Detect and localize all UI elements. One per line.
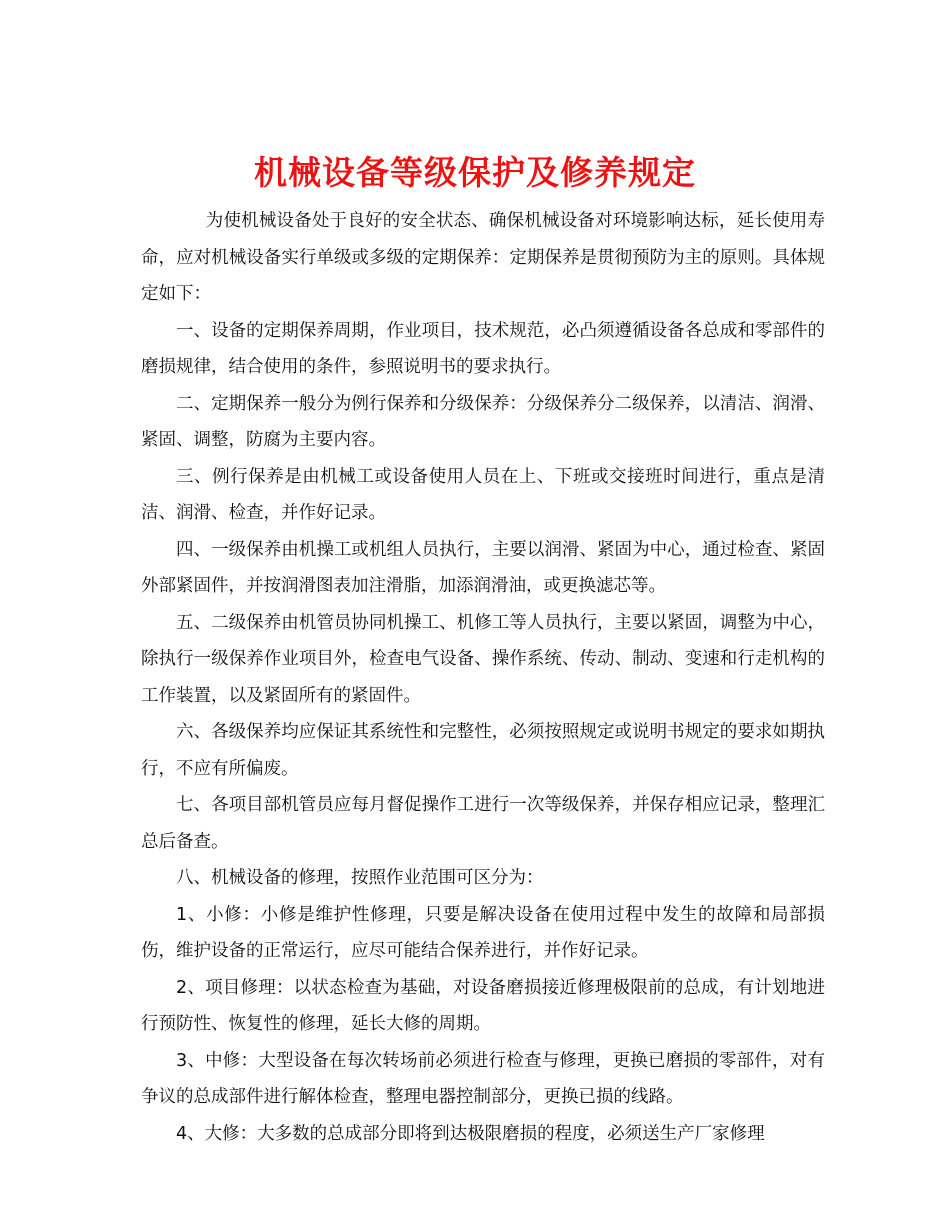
paragraph-item-7: 七、各项目部机管员应每月督促操作工进行一次等级保养，并保存相应记录，整理汇总后备查。 — [141, 795, 825, 852]
paragraph-item-6: 六、各级保养均应保证其系统性和完整性，必须按照规定或说明书规定的要求如期执行，不应有所偏废。 — [141, 722, 825, 779]
document-body — [141, 203, 825, 1152]
paragraph-item-8: 八、机械设备的修理，按照作业范围可区分为： — [176, 868, 544, 888]
paragraph-subitem-1: 1、小修：小修是维护性修理，只要是解决设备在使用过程中发生的故障和局部损伤，维护设备的正常运行，应尽可能结合保养进行，并作好记录。 — [141, 904, 825, 961]
paragraph-item-1: 一、设备的定期保养周期，作业项目，技术规范，必凸须遵循设备各总成和零部件的磨损规律，结合使用的条件，参照说明书的要求执行。 — [141, 320, 825, 377]
document-title: 机械设备等级保护及修养规定 — [254, 153, 696, 193]
paragraph-subitem-4: 4、大修：大多数的总成部分即将到达极限磨损的程度，必须送生产厂家修理 — [176, 1123, 765, 1144]
paragraph-intro: 为使机械设备处于良好的安全状态、确保机械设备对环境影响达标，延长使用寿命，应对机械设备实行单级或多级的定期保养：定期保养是贯彻预防为主的原则。具体规定如下： — [141, 211, 825, 304]
paragraph-item-4: 四、一级保养由机操工或机组人员执行，主要以润滑、紧固为中心，通过检查、紧固外部紧固件，并按润滑图表加注滑脂，加添润滑油，或更换滤芯等。 — [141, 539, 825, 596]
paragraph-item-3: 三、例行保养是由机械工或设备使用人员在上、下班或交接班时间进行，重点是清洁、润滑、检查，并作好记录。 — [141, 466, 825, 523]
paragraph-item-5: 五、二级保养由机管员协同机操工、机修工等人员执行，主要以紧固，调整为中心，除执行一级保养作业项目外，检查电气设备、操作系统、传动、制动、变速和行走机构的工作装置，以及紧固所有的紧固件。 — [141, 612, 825, 706]
paragraph-subitem-2: 2、项目修理：以状态检查为基础，对设备磨损接近修理极限前的总成，有计划地进行预防性、恢复性的修理，延长大修的周期。 — [141, 977, 825, 1034]
paragraph-item-2: 二、定期保养一般分为例行保养和分级保养：分级保养分二级保养，以清洁、润滑、紧固、调整，防腐为主要内容。 — [141, 393, 825, 450]
paragraph-subitem-3: 3、中修：大型设备在每次转场前必须进行检查与修理，更换已磨损的零部件，对有争议的总成部件进行解体检查，整理电器控制部分，更换已损的线路。 — [141, 1050, 825, 1107]
